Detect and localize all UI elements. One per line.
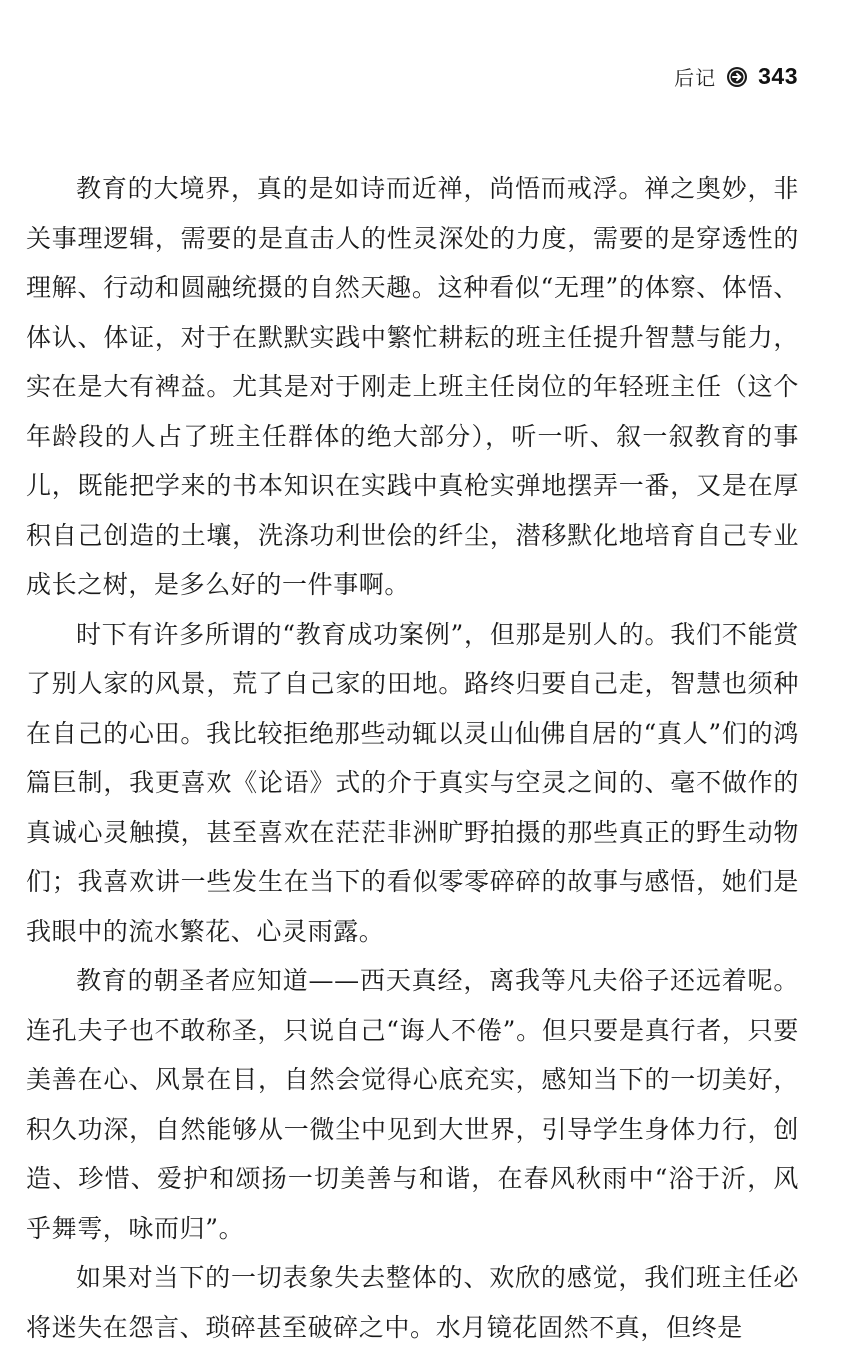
section-title: 后记 — [674, 66, 717, 90]
circled-right-arrow-icon — [726, 66, 748, 88]
body-text — [26, 164, 799, 1352]
page-number: 343 — [758, 63, 798, 89]
paragraph: 教育的大境界，真的是如诗而近禅，尚悟而戒浮。禅之奥妙，非关事理逻辑，需要的是直击人的性灵深处的力度，需要的是穿透性的理解、行动和圆融统摄的自然天趣。这种看似“无理”的体察、体悟、体认、体证，对于在默默实践中繁忙耕耘的班主任提升智慧与能力，实在是大有裨益。尤其是对于刚走上班主任岗位的年轻班主任（这个年龄段的人占了班主任群体的绝大部分），听一听、叙一叙教育的事儿，既能把学来的书本知识在实践中真枪实弹地摆弄一番，又是在厚积自己创造的土壤，洗涤功利世侩的纤尘，潜移默化地培育自己专业成长之树，是多么好的一件事啊。 — [26, 174, 799, 599]
paragraph: 教育的朝圣者应知道——西天真经，离我等凡夫俗子还远着呢。连孔夫子也不敢称圣，只说自己“诲人不倦”。但只要是真行者，只要美善在心、风景在目，自然会觉得心底充实，感知当下的一切美好，积久功深，自然能够从一微尘中见到大世界，引导学生身体力行，创造、珍惜、爱护和颂扬一切美善与和谐，在春风秋雨中“浴于沂，风乎舞雩，咏而归”。 — [26, 966, 799, 1243]
paragraph: 如果对当下的一切表象失去整体的、欢欣的感觉，我们班主任必将迷失在怨言、琐碎甚至破碎之中。水月镜花固然不真，但终是 — [26, 1263, 799, 1342]
paragraph: 时下有许多所谓的“教育成功案例”，但那是别人的。我们不能赏了别人家的风景，荒了自己家的田地。路终归要自己走，智慧也须种在自己的心田。我比较拒绝那些动辄以灵山仙佛自居的“真人”们的鸿篇巨制，我更喜欢《论语》式的介于真实与空灵之间的、毫不做作的真诚心灵触摸，甚至喜欢在茫茫非洲旷野拍摄的那些真正的野生动物们；我喜欢讲一些发生在当下的看似零零碎碎的故事与感悟，她们是我眼中的流水繁花、心灵雨露。 — [26, 619, 799, 946]
running-header — [674, 62, 798, 91]
